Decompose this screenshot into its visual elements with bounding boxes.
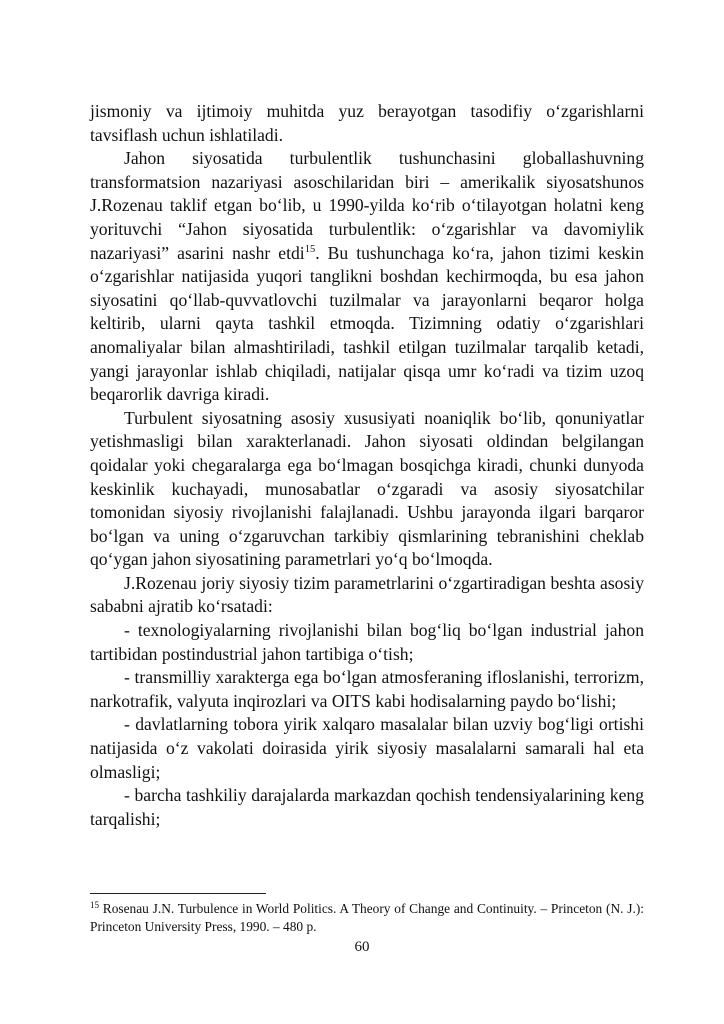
paragraph-turbulent-politics: Turbulent siyosatning asosiy xususiyati noaniqlik bo‘lib, qonuniyatlar yetishmasligi bilan xarakterlanadi. Jahon siyosati oldindan belgilangan qoidalar yoki chegaralarga ega bo‘lmagan bosqichga kiradi, chunki dunyoda keskinlik kuchayadi, munosabatlar o‘zgaradi va asosiy siyosatchilar tomonidan siyosiy rivojlanishi falajlanadi. Ushbu jarayonda ilgari barqaror bo‘lgan va uning o‘zgaruvchan tarkibiy qismlarining tebranishini cheklab qo‘ygan jahon siyosatining parametrlari yo‘q bo‘lmoqda. <box>90 407 644 570</box>
footnote-text: Rosenau J.N. Turbulence in World Politics. A Theory of Change and Continuity. – Princeton (N. J.): Princeton University Press, 1990. – 480 p. <box>90 901 644 934</box>
paragraph-rosenau-concept <box>90 147 644 407</box>
list-item-reason-2: - transmilliy xarakterga ega bo‘lgan atmosferaning ifloslanishi, terrorizm, narkotrafik, valyuta inqirozlari va OITS kabi hodisalarning paydo bo‘lishi; <box>90 667 644 711</box>
paragraph-five-reasons: J.Rozenau joriy siyosiy tizim parametrlarini o‘zgartiradigan beshta asosiy sababni ajratib ko‘rsatadi: <box>90 572 644 617</box>
page-number: 60 <box>354 939 370 955</box>
paragraph-rosenau-continuation: . Bu tushunchaga ko‘ra, jahon tizimi keskin o‘zgarishlar natijasida yuqori tanglikni boshdan kechirmoqda, bu esa jahon siyosatini qo‘llab-quvvatlovchi tuzilmalar va jarayonlarni beqaror holga keltirib, ularni qayta tashkil etmoqda. Tizimning odatiy o‘zgarishlari anomaliyalar bilan almashtiriladi, tashkil etilgan tuzilmalar tarqalib ketadi, yangi jarayonlar ishlab chiqiladi, natijalar qisqa umr ko‘radi va tizim uzoq beqarorlik davriga kiradi. <box>90 242 644 405</box>
list-item-reason-3: - davlatlarning tobora yirik xalqaro masalalar bilan uzviy bog‘ligi ortishi natijasida o‘z vakolati doirasida yirik siyosiy masalalarni samarali hal eta olmasligi; <box>90 714 644 782</box>
footnote-divider <box>90 893 266 894</box>
list-item-reason-1: - texnologiyalarning rivojlanishi bilan bog‘liq bo‘lgan industrial jahon tartibidan postindustrial jahon tartibiga o‘tish; <box>90 620 644 664</box>
main-text <box>90 100 644 831</box>
footnote <box>90 900 644 936</box>
footnote-number: 15 <box>90 900 99 910</box>
paragraph-rosenau-text: Jahon siyosatida turbulentlik tushunchasini globallashuvning transformatsion nazariyasi asoschilaridan biri – amerikalik siyosatshunos J.Rozenau taklif etgan bo‘lib, u 1990-yilda ko‘rib o‘tilayotgan holatni keng yorituvchi “Jahon siyosatida turbulentlik: o‘zgarishlar va davomiylik nazariyasi” asarini nashr etdi <box>90 148 644 263</box>
footnote-reference[interactable]: 15 <box>304 243 316 255</box>
list-item-reason-4: - barcha tashkiliy darajalarda markazdan qochish tendensiyalarining keng tarqalishi; <box>90 785 644 829</box>
page-body <box>90 100 644 831</box>
paragraph-intro-continuation: jismoniy va ijtimoiy muhitda yuz berayotgan tasodifiy o‘zgarishlarni tavsiflash uchun ishlatiladi. <box>90 101 644 145</box>
